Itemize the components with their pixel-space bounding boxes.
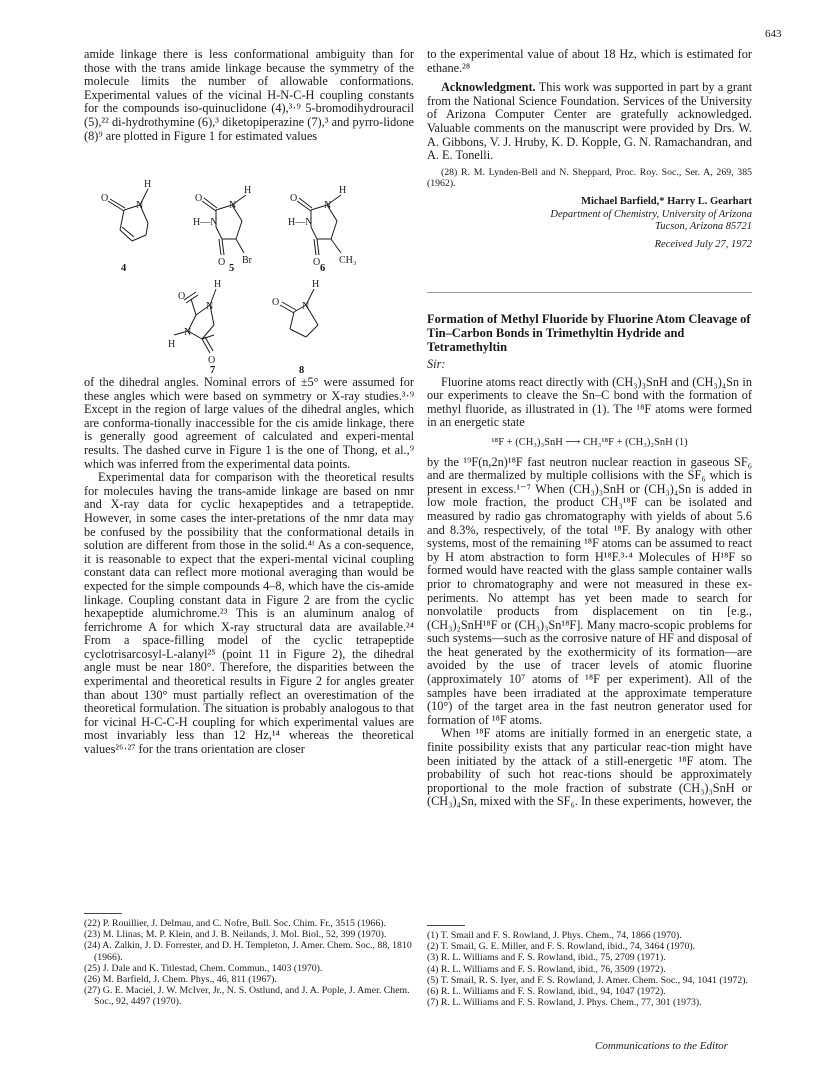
- footnote-rule-right: [427, 925, 465, 926]
- chemical-structures-figure: [84, 175, 414, 375]
- acknowledgment-text: This work was supported in part by a grant from the National Science Foundation. Services of the University of Arizona Computer Center are gratefully acknowledged. Valuable comments on the manuscript were provided by Drs. W. A. Gibbons, V. J. Hruby, K. D. Kopple, G. N. Ramachandran, and A. E. Tonelli.: [427, 80, 752, 163]
- atom-o-7a: O: [178, 291, 186, 302]
- article-separator: [427, 292, 752, 293]
- atom-o-5b: O: [218, 257, 226, 268]
- right-references: [427, 930, 752, 1008]
- ref-28: (28) R. M. Lynden-Bell and N. Sheppard, Proc. Roy. Soc., Ser. A, 269, 385 (1962).: [427, 166, 752, 189]
- page-footer: Communications to the Editor: [595, 1040, 728, 1052]
- atom-hn-6: H—N: [288, 217, 313, 228]
- article2-paragraph-3: When ¹⁸F atoms are initially formed in an energetic state, a finite possibility exists that any particular reac-tion might have been initiated by the attack of a still-energetic ¹⁸F atom. The probability of such hot reac-tions should be approximately proportional to the mole fraction of substrate (CH₃)₃SnH or (CH₃)₄Sn, mixed with the SF₆. In these experiments, however, the: [427, 726, 752, 809]
- ref-3: (3) R. L. Williams and F. S. Rowland, ibid., 75, 2709 (1971).: [427, 952, 666, 964]
- ref-24: (24) A. Zalkin, J. D. Forrester, and D. H. Templeton, J. Amer. Chem. Soc., 88, 1810 (1966).: [84, 940, 412, 963]
- atom-h-6: H: [339, 185, 347, 196]
- ref-26: (26) M. Barfield, J. Chem. Phys., 46, 811 (1967).: [84, 974, 277, 986]
- authors: Michael Barfield,* Harry L. Gearhart: [581, 196, 752, 208]
- atom-h-4: H: [144, 179, 152, 190]
- received-date: Received July 27, 1972: [654, 238, 752, 250]
- atom-n-4: N: [136, 200, 144, 211]
- left-paragraph-2: Experimental data for comparison with the theoretical results for molecules having the trans-amide linkage are based on nmr and X-ray data for cyclic hexapeptides and a tetrapeptide. However, in some cases the inter-pretations of the nmr data may be confused by the possibility that the conformational details in solution are different from those in the solid.⁴ᶠ As a con-sequence, it is reasonable to expect that the experi-mental vicinal coupling constant data can reflect more motional averaging than would be expected for the simple compounds 4–8, which have the cis-amide linkage. Coupling constant data in Figure 2 are from the cyclic hexapeptide alumichrome.²³ This is an aluminum analog of ferrichrome A for which X-ray structural data are available.²⁴ From a space-filling model of the cyclic tetrapeptide cyclotrisarcosyl-L-alanyl²⁵ (point 11 in Figure 2), the dihedral angle must be near 180°. Therefore, the disparities between the experimental and theoretical results in Figure 2 for angles greater than about 130° must partially reflect an overestimation of the theoretical formulation. The situation is probably analogous to that for vicinal H-C-C-H coupling for which experimental values are most invariably less than 12 Hz,¹⁴ whereas the theoretical values²⁶·²⁷ for the trans orientation are closer: [84, 470, 414, 757]
- ref-2: (2) T. Smail, G. E. Miller, and F. S. Rowland, ibid., 74, 3464 (1970).: [427, 941, 696, 953]
- atom-o-7b: O: [208, 355, 216, 366]
- article2-title: Formation of Methyl Fluoride by Fluorine Atom Cleavage of Tin–Carbon Bonds in Trimethyltin Hydride and Tetramethyltin: [427, 312, 751, 354]
- atom-o-8: O: [272, 297, 280, 308]
- compound-number-4: 4: [121, 263, 127, 274]
- atom-o-5a: O: [195, 193, 203, 204]
- acknowledgment-heading: Acknowledgment.: [441, 80, 536, 95]
- atom-n-8: N: [302, 301, 310, 312]
- footnote-rule-left: [84, 913, 122, 914]
- acknowledgment: [427, 81, 752, 163]
- ref-22: (22) P. Rouillier, J. Delmau, and C. Nofre, Bull. Soc. Chim. Fr., 3515 (1966).: [84, 918, 386, 929]
- right-column: [427, 48, 752, 251]
- equation-1: ¹⁸F + (CH₃)₃SnH ⟶ CH₃¹⁸F + (CH₃)₂SnH (1): [491, 436, 688, 448]
- left-references: [84, 918, 414, 1008]
- author-address-1: Department of Chemistry, University of Arizona: [550, 208, 752, 220]
- ref-1: (1) T. Smail and F. S. Rowland, J. Phys. Chem., 74, 1866 (1970).: [427, 930, 682, 941]
- article2-paragraph-1: Fluorine atoms react directly with (CH₃)₃SnH and (CH₃)₄Sn in our experiments to cleave the Sn–C bond with the formation of methyl fluoride, as illustrated in (1). The ¹⁸F atoms were formed in an energetic state: [427, 374, 752, 430]
- atom-n-5: N: [229, 200, 237, 211]
- ref-4: (4) R. L. Williams and F. S. Rowland, ibid., 76, 3509 (1972).: [427, 963, 666, 975]
- atom-n-6: N: [324, 200, 332, 211]
- compound-number-6: 6: [320, 263, 326, 274]
- atom-n-7b: N: [184, 327, 192, 338]
- atom-h-7a: H: [214, 279, 222, 290]
- atom-h-7b: H: [168, 339, 176, 350]
- ref-23: (23) M. Llinas, M. P. Klein, and J. B. Neilands, J. Mol. Biol., 52, 399 (1970).: [84, 929, 387, 941]
- article2-salutation: Sir:: [427, 357, 446, 371]
- left-intro-paragraph: amide linkage there is less conformational ambiguity than for those with the trans amide linkage because the symmetry of the molecule limits the number of allowable conformations. Experimental values of the vicinal H-N-C-H coupling constants for the compounds iso-quinuclidone (4),³·⁹ 5-bromodihydrouracil (5),²² di-hydrothymine (6),³ diketopiperazine (7),³ and pyrro-lidone (8)⁹ are plotted in Figure 1 for estimated values: [84, 47, 414, 143]
- author-address-2: Tucson, Arizona 85721: [655, 220, 752, 232]
- compound-number-8: 8: [299, 365, 305, 375]
- page-number: 643: [765, 28, 782, 40]
- atom-o-6b: O: [313, 257, 321, 268]
- atom-ch3-6: CH₃: [339, 255, 357, 266]
- atom-h-5: H: [244, 185, 252, 196]
- ref-7: (7) R. L. Williams and F. S. Rowland, J. Phys. Chem., 77, 301 (1973).: [427, 997, 702, 1009]
- ref-27: (27) G. E. Maciel, J. W. McIver, Jr., N. S. Ostlund, and J. A. Pople, J. Amer. Chem. Soc., 92, 4497 (1970).: [84, 985, 410, 1008]
- ref-5: (5) T. Smail, R. S. Iyer, and F. S. Rowland, J. Amer. Chem. Soc., 94, 1041 (1972).: [427, 974, 748, 986]
- ref-6: (6) R. L. Williams and F. S. Rowland, ibid., 94, 1047 (1972).: [427, 986, 666, 998]
- article2: [427, 312, 752, 809]
- atom-o-4: O: [101, 193, 109, 204]
- compound-number-5: 5: [229, 263, 235, 274]
- atom-hn-5: H—N: [193, 217, 218, 228]
- left-paragraph-1: of the dihedral angles. Nominal errors of ±5° were assumed for these angles which were based on symmetry or X-ray studies.³·⁹ Except in the region of large values of the dihedral angles, which are conforma-tionally inaccessible for the cis amide linkage, there is generally good agreement of calculated and experi-mental results. The dashed curve in Figure 1 is the one of Thong, et al.,⁹ which was inferred from the experimental data points.: [84, 375, 414, 471]
- left-column-body: [84, 376, 414, 757]
- atom-o-6a: O: [290, 193, 298, 204]
- atom-n-7a: N: [206, 301, 214, 312]
- article2-paragraph-2: by the ¹⁹F(n,2n)¹⁸F fast neutron nuclear reaction in gaseous SF₆ and are thermalized by multiple collisions with the SF₆ which is present in excess.¹⁻⁷ When (CH₃)₃SnH or (CH₃)₄Sn is added in low mole fraction, the product CH₃¹⁸F can be isolated and measured by radio gas chromatography with yields of about 5.6 and 8.3%, respectively, of the total ¹⁸F. By analogy with other systems, most of the remaining ¹⁸F atoms can be assumed to react by H atom abstraction to form H¹⁸F.³·⁴ Molecules of H¹⁸F so formed would have reacted with the glass sample container walls prior to chromatography and were not measured in these ex-periments. No attempt has yet been made to search for nonvolatile products from displacement on tin [e.g., (CH₃)₂SnH¹⁸F or (CH₃)₃Sn¹⁸F]. Many macro-scopic problems for such systems—such as the corrosive nature of HF and disposal of the heat generated by the exothermicity of its formation—are avoided by the use of tracer levels of atomic fluorine (approximately 10⁷ atoms of ¹⁸F per experiment). All of the samples have been irradiated at the approximate temperature (10°) of the target area in the fast neutron generator used for formation of ¹⁸F atoms.: [427, 454, 752, 727]
- left-column: [84, 48, 414, 143]
- ref-25: (25) J. Dale and K. Titlestad, Chem. Commun., 1403 (1970).: [84, 962, 323, 974]
- atom-h-8: H: [312, 279, 320, 290]
- compound-number-7: 7: [210, 365, 216, 375]
- atom-br-5: Br: [242, 255, 252, 266]
- right-paragraph-end: to the experimental value of about 18 Hz, which is estimated for ethane.²⁸: [427, 47, 752, 75]
